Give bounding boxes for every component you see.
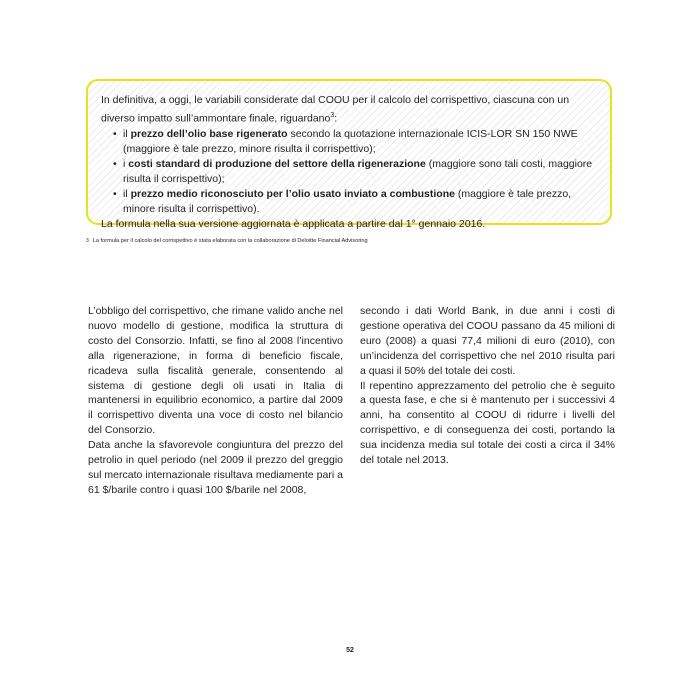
callout-box [86, 79, 612, 230]
page-number: 52 [346, 647, 354, 654]
callout-closing: La formula nella sua versione aggiornata è applicata a partire dal 1° gennaio 2016. [101, 217, 486, 230]
paragraph: secondo i dati World Bank, in due anni i costi di gestione operativa del COOU passano da 45 milioni di euro (2008) a quasi 77,4 milioni di euro (2010), con un’incidenza del corrispettivo che nel 2010 risulta pari a quasi il 50% del totale dei costi. [360, 305, 615, 377]
bullet-icon: • [113, 157, 117, 170]
callout-list [101, 127, 598, 217]
footnote-text: La formula per il calcolo del corrispettivo è stata elaborata con la collaborazione di Deloitte Financial Advisoring [92, 238, 368, 244]
body-column-left [88, 304, 343, 498]
footnote-reference: 3 [330, 112, 335, 119]
paragraph: L’obbligo del corrispettivo, che rimane valido anche nel nuovo modello di gestione, modifica la struttura di costo del Consorzio. Infatti, se fino al 2008 l’incentivo alla rigenerazione, in forma di beneficio fiscale, ricadeva sulla fiscalità generale, consentendo al sistema di gestione degli oli usati in Italia di mantenersi in equilibrio economico, a partire dal 2009 il corrispettivo diventa una voce di costo nel bilancio del Consorzio. [88, 305, 343, 437]
list-item: • i costi standard di produzione del settore della rigenerazione (maggiore sono tali costi, maggiore risulta il corrispettivo); [113, 157, 593, 185]
footnote [86, 237, 368, 245]
body-column-right [360, 304, 615, 468]
paragraph: Il repentino apprezzamento del petrolio che è seguito a questa fase, e che si è mantenuto per i successivi 4 anni, ha consentito al COOU di ridurre i livelli del corrispettivo, e di conseguenza dei costi, portando la sua incidenza media sul totale dei costi a circa il 34% del totale nel 2013. [360, 379, 615, 467]
paragraph: Data anche la sfavorevole congiuntura del prezzo del petrolio in quel periodo (nel 2009 il prezzo del greggio sul mercato internazionale risultava mediamente pari a 61 $/barile contro i quasi 100 $/barile nel 2008, [88, 439, 343, 496]
bullet-icon: • [113, 127, 117, 140]
callout-intro: In definitiva, a oggi, le variabili considerate dal COOU per il calcolo del corrispettivo, ciascuna con un diverso impatto sull’ammontare finale, riguardano$^3$: [101, 94, 570, 125]
bullet-icon: • [113, 187, 117, 200]
footnote-number: 3 [86, 238, 89, 244]
list-item: • il prezzo medio riconosciuto per l’olio usato inviato a combustione (maggiore è tale prezzo, minore risulta il corrispettivo). [113, 187, 572, 215]
list-item: • il prezzo dell’olio base rigenerato secondo la quotazione internazionale ICIS-LOR SN 150 NWE (maggiore è tale prezzo, minore risulta il corrispettivo); [113, 127, 578, 155]
